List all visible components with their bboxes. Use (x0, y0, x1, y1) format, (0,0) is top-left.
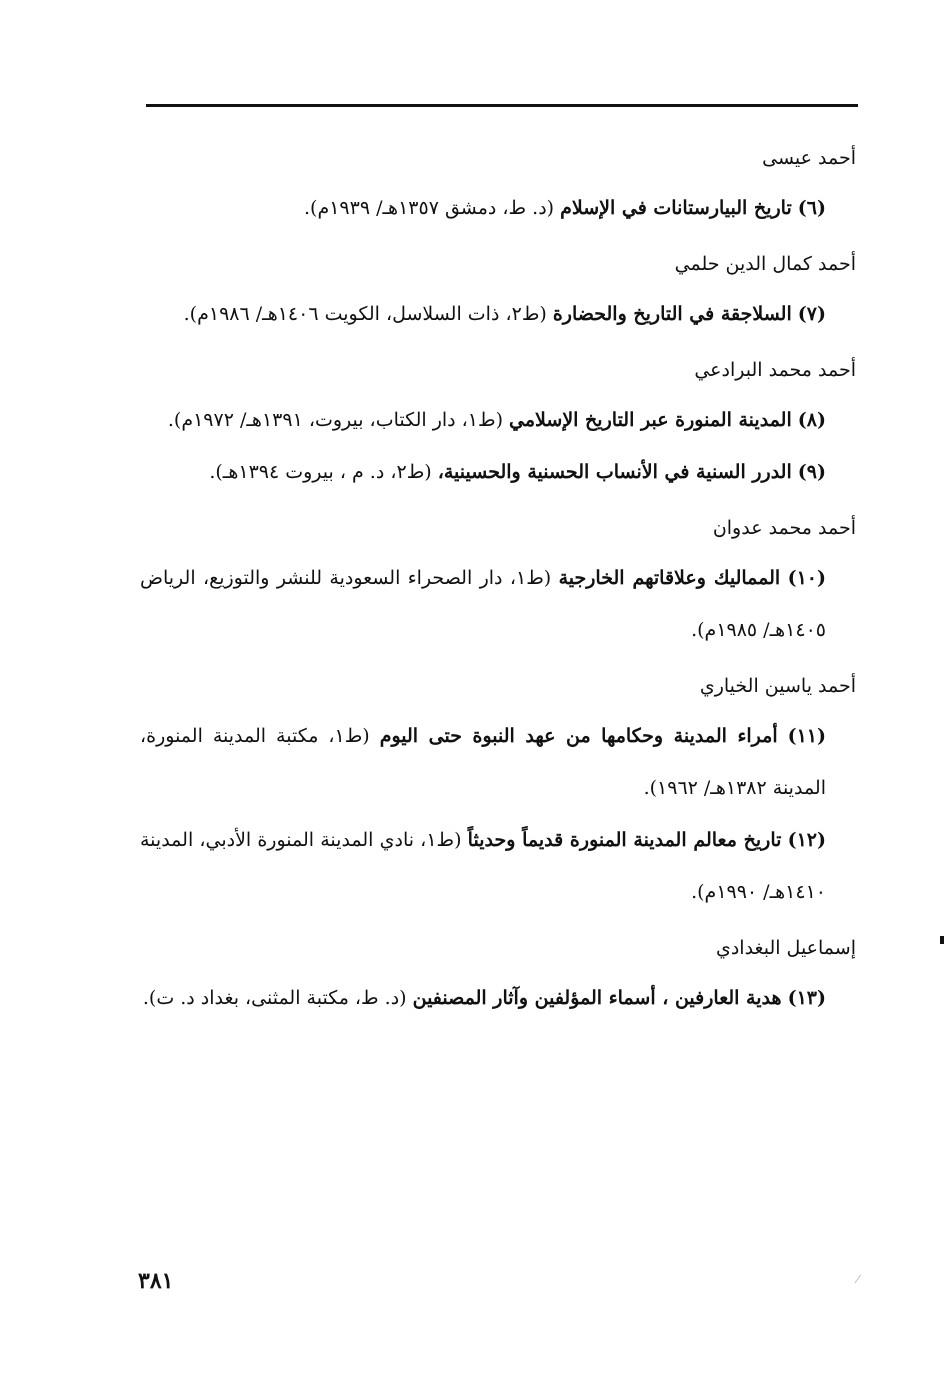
bibliography-entry (140, 182, 826, 234)
page-number: ٣٨١ (138, 1268, 174, 1294)
entry-number: (١١) (787, 725, 826, 747)
entry-number: (١٣) (787, 987, 826, 1009)
bibliography-entry (140, 972, 826, 1024)
entry-details: (ط١، دار الكتاب، بيروت، ١٣٩١هـ/ ١٩٧٢م). (167, 409, 503, 431)
entry-title: تاريخ معالم المدينة المنورة قديماً وحديثاً (467, 829, 782, 851)
header-rule (146, 104, 858, 107)
bibliography-entry (140, 394, 826, 446)
entry-title: المماليك وعلاقاتهم الخارجية (558, 567, 781, 589)
author-heading: أحمد عيسى (762, 147, 856, 169)
scan-mark (854, 1275, 872, 1292)
entry-number: (٧) (797, 303, 826, 325)
entry-title: أمراء المدينة وحكامها من عهد النبوة حتى اليوم (379, 725, 778, 747)
entry-number: (٨) (797, 409, 826, 431)
entry-details: (ط١، نادي المدينة المنورة الأدبي، المدينة ١٤١٠هـ/ ١٩٩٠م). (140, 829, 826, 903)
entry-details: (د. ط، مكتبة المثنى، بغداد د. ت). (142, 987, 407, 1009)
scan-speck (940, 936, 944, 944)
entry-number: (١٠) (787, 567, 827, 589)
entry-details: (ط١، دار الصحراء السعودية للنشر والتوزيع، الرياض ١٤٠٥هـ/ ١٩٨٥م). (140, 567, 826, 641)
bibliography-entry (140, 710, 826, 814)
bibliography-entry (140, 288, 826, 340)
entry-details: (ط٢، د. م ، بيروت ١٣٩٤هـ). (209, 461, 432, 483)
entry-number: (١٢) (787, 829, 827, 851)
entry-number: (٦) (797, 197, 826, 219)
entry-details: (ط٢، ذات السلاسل، الكويت ١٤٠٦هـ/ ١٩٨٦م). (183, 303, 547, 325)
bibliography-entry (140, 552, 826, 656)
author-heading: أحمد محمد البرادعي (694, 359, 856, 381)
bibliography-list (140, 138, 858, 1024)
entry-details: (ط١، مكتبة المدينة المنورة، المدينة ١٣٨٢هـ/ ١٩٦٢). (140, 725, 826, 799)
entry-title: الدرر السنية في الأنساب الحسنية والحسينية، (437, 461, 792, 483)
author-heading: أحمد كمال الدين حلمي (674, 253, 856, 275)
entry-details: (د. ط، دمشق ١٣٥٧هـ/ ١٩٣٩م). (304, 197, 555, 219)
entry-number: (٩) (797, 461, 826, 483)
entry-title: تاريخ البيارستانات في الإسلام (560, 197, 792, 219)
author-heading: أحمد محمد عدوان (712, 517, 856, 539)
bibliography-entry (140, 814, 826, 918)
entry-title: المدينة المنورة عبر التاريخ الإسلامي (509, 409, 792, 431)
bibliography-entry (140, 446, 826, 498)
entry-title: السلاجقة في التاريخ والحضارة (552, 303, 792, 325)
entry-title: هدية العارفين ، أسماء المؤلفين وآثار المصنفين (412, 987, 782, 1009)
author-heading: أحمد ياسين الخياري (699, 675, 856, 697)
author-heading: إسماعيل البغدادي (715, 937, 856, 959)
